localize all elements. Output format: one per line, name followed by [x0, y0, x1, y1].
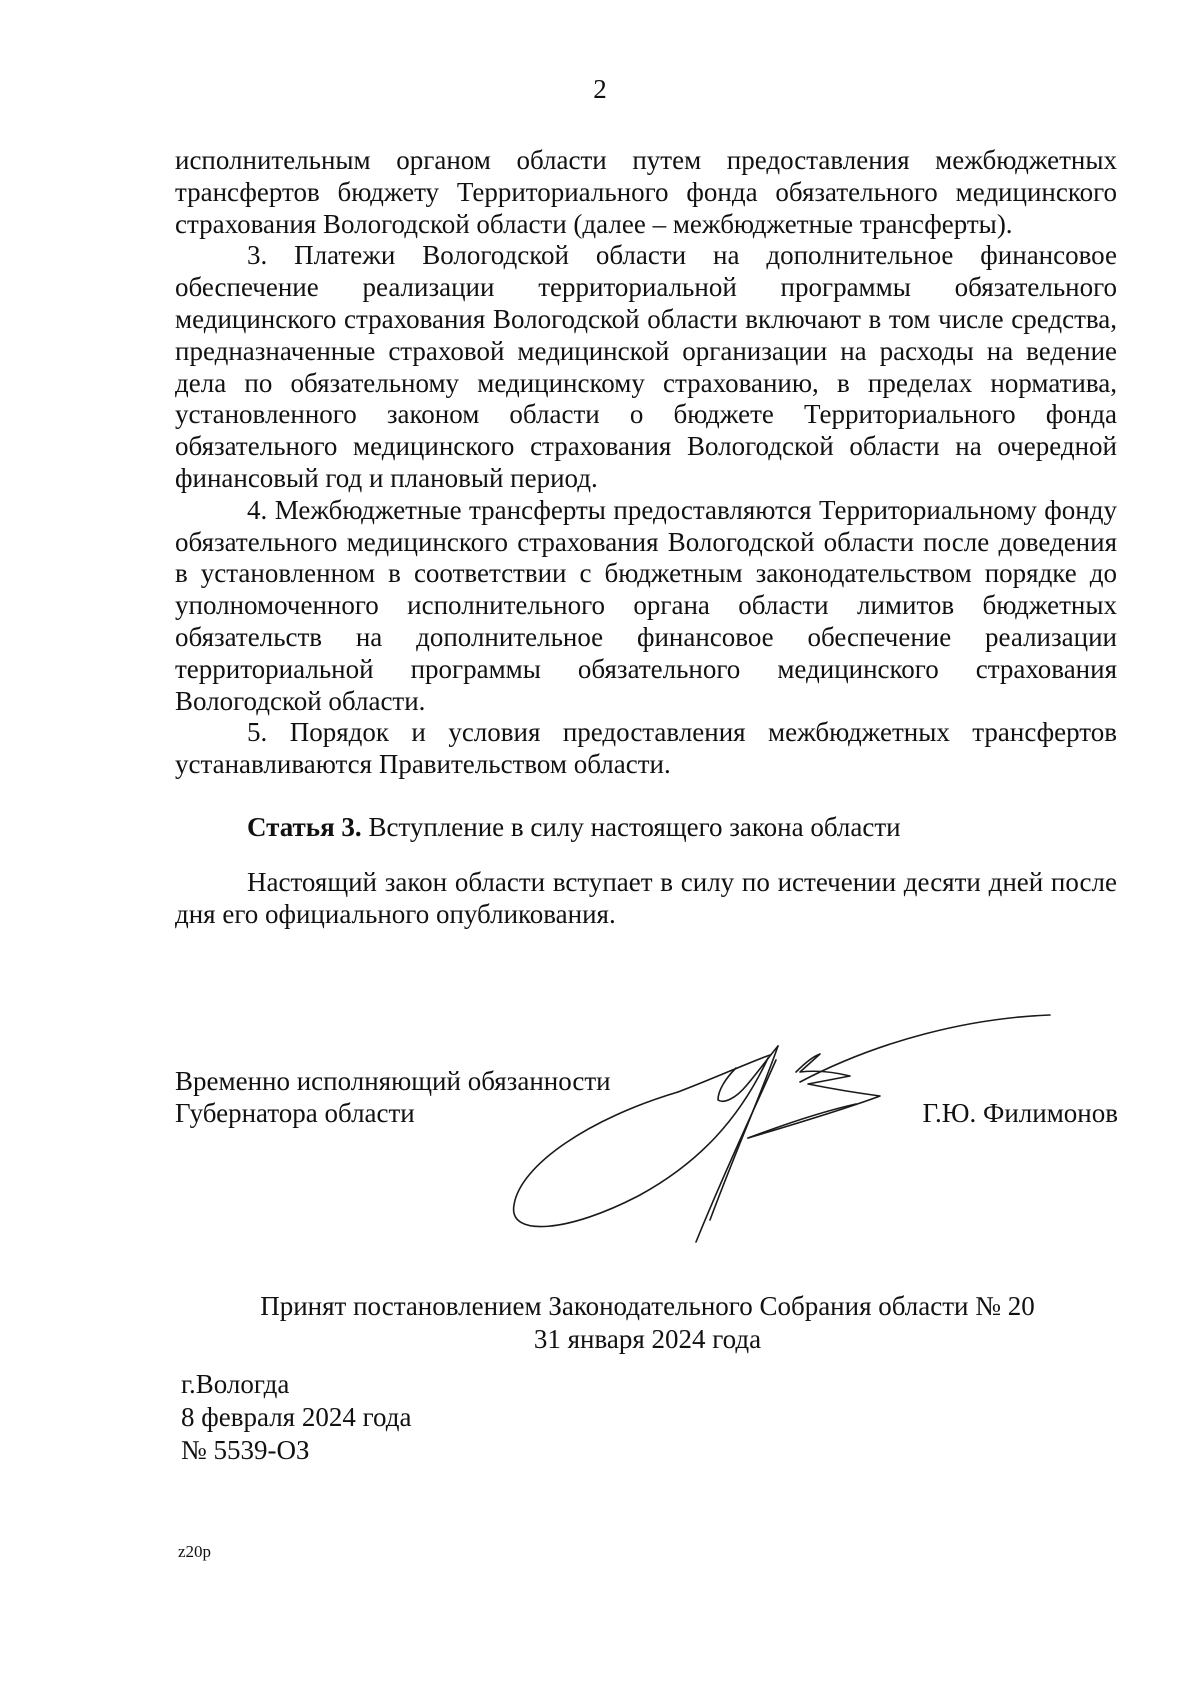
article-3-label: Статья 3.: [247, 812, 362, 842]
position-line-2: Губернатора области: [175, 1098, 415, 1128]
article-3-heading: [247, 811, 901, 843]
city: г.Вологда: [181, 1369, 290, 1399]
page-number: 2: [593, 74, 607, 104]
article-3-title: Вступление в силу настоящего закона области: [361, 812, 901, 842]
signer-name: Г.Ю. Филимонов: [922, 1098, 1118, 1128]
adoption-line-1: Принят постановлением Законодательного Собрания области № 20: [260, 1291, 1035, 1321]
signing-date: 8 февраля 2024 года: [181, 1402, 412, 1432]
article-3-body: [175, 866, 1117, 930]
document-body: [175, 145, 1117, 781]
clause-3-paragraph: 3. Платежи Вологодской области на дополнительное финансовое обеспечение реализации территориальной программы обязательного медицинского страхования Вологодской области включают в том числе средства, предназначенные страховой медицинской организации на расходы на ведение дела по обязательному медицинскому страхованию, в пределах норматива, установленного законом области о бюджете Территориального фонда обязательного медицинского страхования Вологодской области на очередной финансовый год и плановый период.: [175, 240, 1117, 493]
clause-4-paragraph: 4. Межбюджетные трансферты предоставляются Территориальному фонду обязательного медицинского страхования Вологодской области после доведения в установленном в соответствии с бюджетным законодательством порядке до уполномоченного исполнительного органа области лимитов бюджетных обязательств на дополнительное финансовое обеспечение реализации территориальной программы обязательного медицинского страхования Вологодской области.: [175, 494, 1117, 716]
adoption-note: [0, 1290, 1200, 1356]
clause-5-paragraph: 5. Порядок и условия предоставления межбюджетных трансфертов устанавливаются Правительством области.: [175, 717, 1117, 780]
document-code: z20p: [178, 1542, 212, 1561]
adoption-line-2: 31 января 2024 года: [533, 1324, 762, 1354]
article-3-paragraph: Настоящий закон области вступает в силу по истечении десяти дней после дня его официального опубликования.: [175, 867, 1117, 929]
law-number: № 5539-ОЗ: [181, 1435, 310, 1465]
place-date-number: [181, 1368, 411, 1467]
position-line-1: Временно исполняющий обязанности: [175, 1066, 611, 1096]
continuation-paragraph: исполнительным органом области путем предоставления межбюджетных трансфертов бюджету Территориального фонда обязательного медицинского страхования Вологодской области (далее – межбюджетные трансферты).: [175, 145, 1117, 239]
